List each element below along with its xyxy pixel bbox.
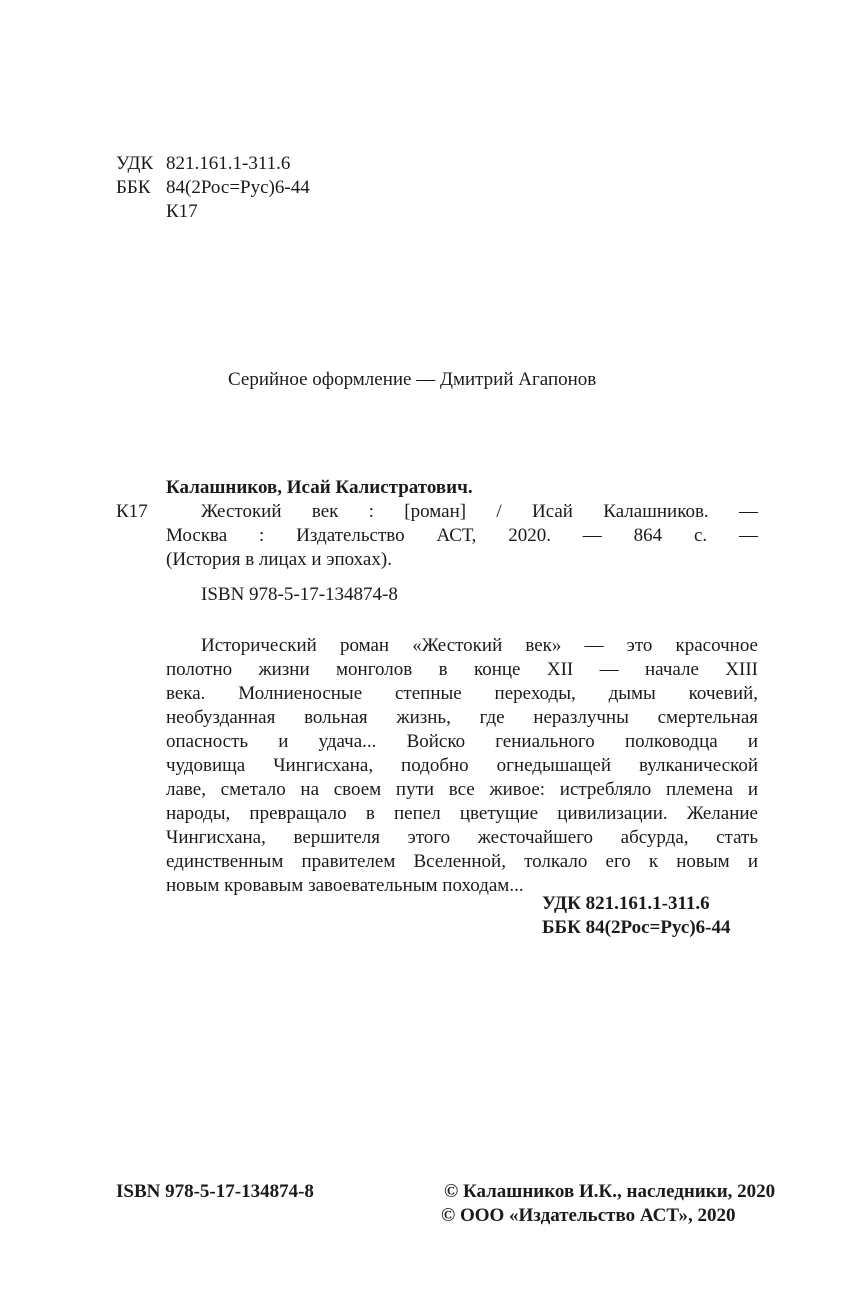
bbk-line xyxy=(116,176,310,200)
classification-codes xyxy=(116,152,310,224)
annotation-line: единственным правителем Вселенной, толкало его к новым и xyxy=(166,851,758,872)
annotation-line: Чингисхана, вершителя этого жесточайшего абсурда, стать xyxy=(166,827,758,848)
record-line: Жестокий век : [роман] / Исай Калашников. — xyxy=(201,501,758,522)
annotation-line: народы, превращало в пепел цветущие цивилизации. Желание xyxy=(166,803,758,824)
annotation-line: необузданная вольная жизнь, где неразлучны смертельная xyxy=(166,707,758,728)
record-line: (История в лицах и эпохах). xyxy=(166,549,392,570)
annotation-line: лаве, сметало на своем пути все живое: истребляло племена и xyxy=(166,779,758,800)
author-mark: К17 xyxy=(166,201,198,222)
copyright-block xyxy=(441,1180,775,1228)
udk-value: 821.161.1-311.6 xyxy=(166,153,291,174)
imprint-isbn: ISBN 978-5-17-134874-8 xyxy=(116,1181,314,1202)
record-author-mark: К17 xyxy=(116,501,148,522)
annotation xyxy=(166,634,758,898)
series-design-credit: Серийное оформление — Дмитрий Агапонов xyxy=(228,369,597,390)
udk-line xyxy=(116,152,310,176)
author-mark-line xyxy=(116,200,310,224)
author-heading: Калашников, Исай Калистратович. xyxy=(166,477,473,498)
footer-udk: УДК 821.161.1-311.6 xyxy=(542,893,710,914)
bbk-label: ББК xyxy=(116,177,151,198)
annotation-line: полотно жизни монголов в конце XII — начале XIII xyxy=(166,659,758,680)
annotation-line: новым кровавым завоевательным походам... xyxy=(166,875,524,896)
record-line: Москва : Издательство АСТ, 2020. — 864 с. — xyxy=(166,525,758,546)
record-isbn: ISBN 978-5-17-134874-8 xyxy=(201,584,398,605)
udk-label: УДК xyxy=(116,153,154,174)
footer-classification xyxy=(542,892,730,940)
bibliographic-description xyxy=(166,500,758,572)
annotation-line: века. Молниеносные степные переходы, дымы кочевий, xyxy=(166,683,758,704)
annotation-line: Исторический роман «Жестокий век» — это красочное xyxy=(201,635,758,656)
bbk-value: 84(2Рос=Рус)6-44 xyxy=(166,177,310,198)
footer-bbk: ББК 84(2Рос=Рус)6-44 xyxy=(542,917,731,938)
annotation-line: чудовища Чингисхана, подобно огнедышащей вулканической xyxy=(166,755,758,776)
copyright-publisher: © ООО «Издательство АСТ», 2020 xyxy=(441,1205,736,1226)
annotation-line: опасность и удача... Войско гениального полководца и xyxy=(166,731,758,752)
copyright-author: © Калашников И.К., наследники, 2020 xyxy=(444,1181,776,1202)
